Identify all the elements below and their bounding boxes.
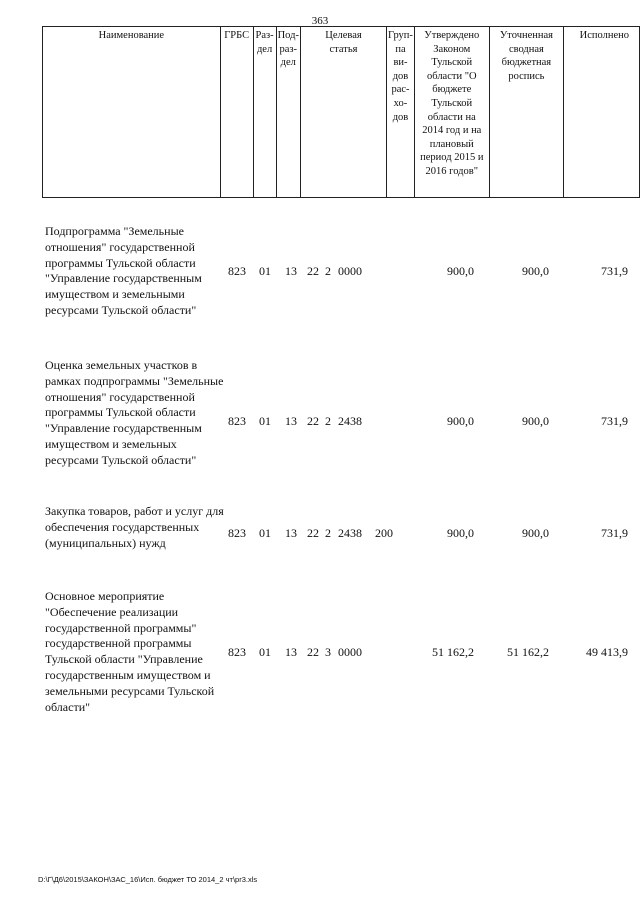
row-name: Оценка земельных участков в рамках подпрограммы "Земельные отношения" государственной программы Тульской области "Управление государственным имуществом и земельных ресурсами Тульской области" [45,358,224,467]
cell-razdel: 01 [259,526,271,540]
cell-celevaya-2: 3 [325,645,331,659]
cell-utochnennaya: 900,0 [522,526,549,540]
cell-ispolneno: 49 413,9 [586,645,628,659]
cell-podrazdel: 13 [285,526,297,540]
header-vid: Груп- па ви- дов рас- хо- дов [386,27,414,198]
cell-utverzhdeno: 900,0 [447,526,474,540]
cell-celevaya-3: 2438 [338,526,362,540]
cell-utochnennaya: 51 162,2 [507,645,549,659]
cell-vid: 200 [375,526,393,540]
file-path-footer: D:\Г\Д6\2015\ЗАКОН\ЗАС_16\Исп. бюджет ТО 2014_2 чт\pr3.xls [38,875,258,884]
row-name: Подпрограмма "Земельные отношения" государственной программы Тульской области "Управление государственным имуществом и земельными ресурсами Тульской области" [45,224,202,317]
cell-razdel: 01 [259,264,271,278]
header-utochnennaya: Уточненная сводная бюджетная роспись [489,27,564,198]
cell-celevaya-2: 2 [325,264,331,278]
cell-utverzhdeno: 51 162,2 [432,645,474,659]
header-name: Наименование [43,27,221,198]
header-podrazdel: Под- раз- дел [276,27,300,198]
cell-ispolneno: 731,9 [601,526,628,540]
cell-utverzhdeno: 900,0 [447,264,474,278]
cell-utochnennaya: 900,0 [522,414,549,428]
cell-ispolneno: 731,9 [601,264,628,278]
cell-celevaya-1: 22 [307,526,319,540]
cell-utochnennaya: 900,0 [522,264,549,278]
cell-podrazdel: 13 [285,414,297,428]
cell-grbs: 823 [228,414,246,428]
cell-grbs: 823 [228,645,246,659]
cell-celevaya-1: 22 [307,414,319,428]
table-header [42,26,640,198]
cell-celevaya-1: 22 [307,264,319,278]
cell-grbs: 823 [228,264,246,278]
cell-celevaya-2: 2 [325,526,331,540]
header-razdel: Раз- дел [253,27,276,198]
cell-utverzhdeno: 900,0 [447,414,474,428]
page-number: 363 [311,15,329,27]
header-celevaya: Целевая статья [300,27,386,198]
cell-celevaya-3: 2438 [338,414,362,428]
cell-grbs: 823 [228,526,246,540]
cell-podrazdel: 13 [285,645,297,659]
cell-ispolneno: 731,9 [601,414,628,428]
cell-razdel: 01 [259,645,271,659]
row-name: Основное мероприятие "Обеспечение реализации государственной программы" государственной программы Тульской области "Управление государственным имуществом и земельными ресурсами Тульской области" [45,589,215,714]
cell-celevaya-3: 0000 [338,645,362,659]
header-ispolneno: Исполнено [564,27,640,198]
cell-celevaya-3: 0000 [338,264,362,278]
row-name: Закупка товаров, работ и услуг для обеспечения государственных (муниципальных) нужд [45,504,224,550]
cell-celevaya-2: 2 [325,414,331,428]
cell-podrazdel: 13 [285,264,297,278]
cell-celevaya-1: 22 [307,645,319,659]
cell-razdel: 01 [259,414,271,428]
header-grbs: ГРБС [220,27,253,198]
header-utverzhdeno: Утверждено Законом Тульской области "О бюджете Тульской области на 2014 год и на плановый период 2015 и 2016 годов" [414,27,489,198]
